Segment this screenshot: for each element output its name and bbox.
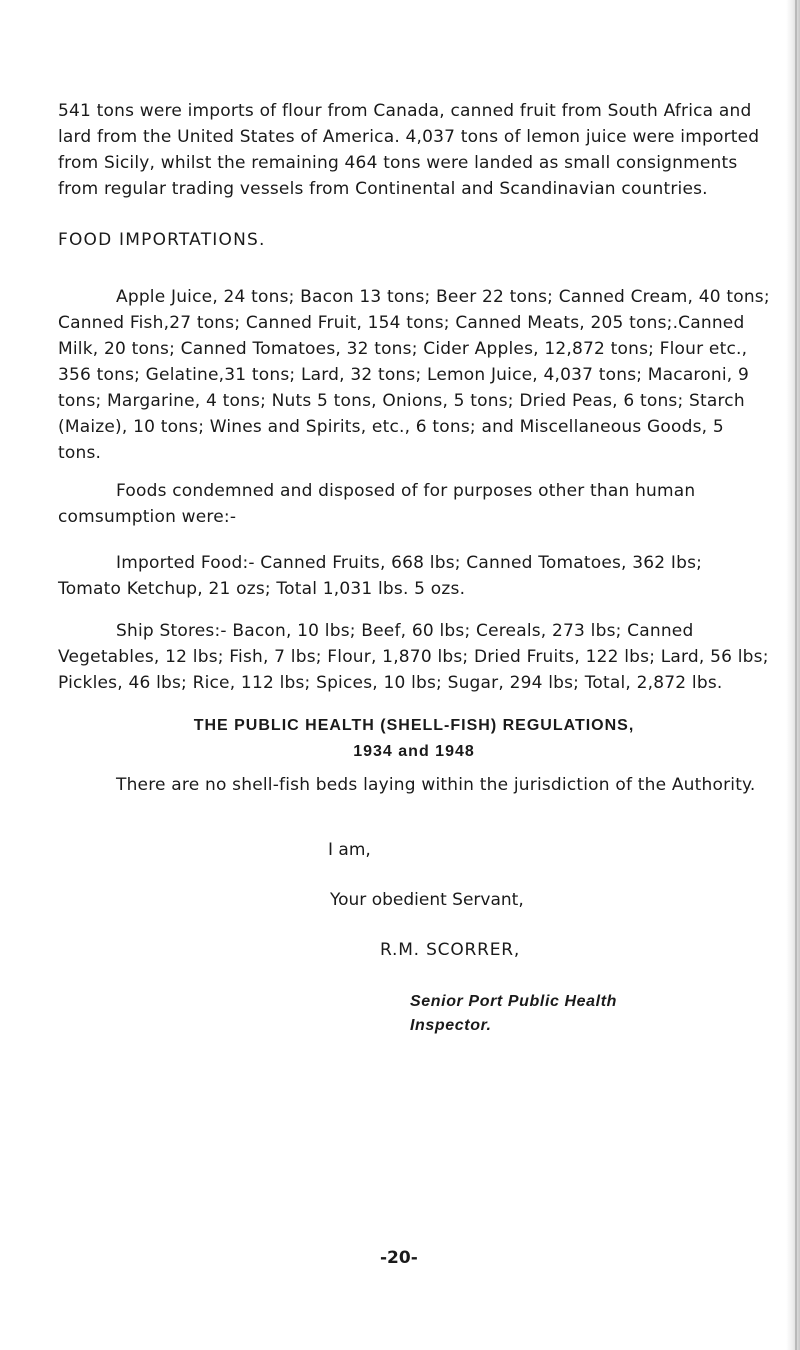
food-importations-heading: FOOD IMPORTATIONS. <box>58 230 266 250</box>
closing-line-servant: Your obedient Servant, <box>330 890 524 910</box>
signatory-title-line2: Inspector. <box>410 1017 492 1034</box>
ship-stores-paragraph: Ship Stores:- Bacon, 10 lbs; Beef, 60 lbs; Cereals, 273 lbs; Canned Vegetables, 12 lbs; Fish, 7 lbs; Flour, 1,870 lbs; Dried Fruits, 122 lbs; Lard, 56 lbs; Pickles, 46 lbs; Rice, 112 lbs; Spices, 10 lbs; Sugar, 294 lbs; Total, 2,872 lbs. <box>58 621 769 693</box>
signatory-title-line1: Senior Port Public Health <box>410 993 618 1010</box>
signatory-title <box>410 990 730 1038</box>
regulations-title-line1: THE PUBLIC HEALTH (SHELL-FISH) REGULATIONS, <box>193 717 635 734</box>
food-importations-paragraph: Apple Juice, 24 tons; Bacon 13 tons; Beer 22 tons; Canned Cream, 40 tons; Canned Fish,27 tons; Canned Fruit, 154 tons; Canned Meats, 205 tons;.Canned Milk, 20 tons; Canned Tomatoes, 32 tons; Cider Apples, 12,872 tons; Flour etc., 356 tons; Gelatine,31 tons; Lard, 32 tons; Lemon Juice, 4,037 tons; Macaroni, 9 tons; Margarine, 4 tons; Nuts 5 tons, Onions, 5 tons; Dried Peas, 6 tons; Starch (Maize), 10 tons; Wines and Spirits, etc., 6 tons; and Miscellaneous Goods, 5 tons. <box>58 287 770 463</box>
imported-food-paragraph: Imported Food:- Canned Fruits, 668 lbs; Canned Tomatoes, 362 Ibs; Tomato Ketchup, 21 ozs; Total 1,031 lbs. 5 ozs. <box>58 553 703 599</box>
shellfish-paragraph: There are no shell-fish beds laying within the jurisdiction of the Authority. <box>116 775 756 795</box>
page-number: -20- <box>380 1248 418 1268</box>
regulations-title <box>58 713 770 765</box>
closing-line-i-am: I am, <box>328 840 371 860</box>
page-edge-line <box>795 0 797 1350</box>
page-edge-shadow <box>786 0 800 1350</box>
intro-paragraph: 541 tons were imports of flour from Canada, canned fruit from South Africa and lard from the United States of America. 4,037 tons of lemon juice were imported from Sicily, whilst the remaining 464 tons were landed as small consignments from regular trading vessels from Continental and Scandinavian countries. <box>58 101 760 199</box>
regulations-title-line2: 1934 and 1948 <box>353 743 475 760</box>
signatory-name: R.M. SCORRER, <box>380 940 521 960</box>
condemned-intro-paragraph: Foods condemned and disposed of for purposes other than human comsumption were:- <box>58 481 696 527</box>
